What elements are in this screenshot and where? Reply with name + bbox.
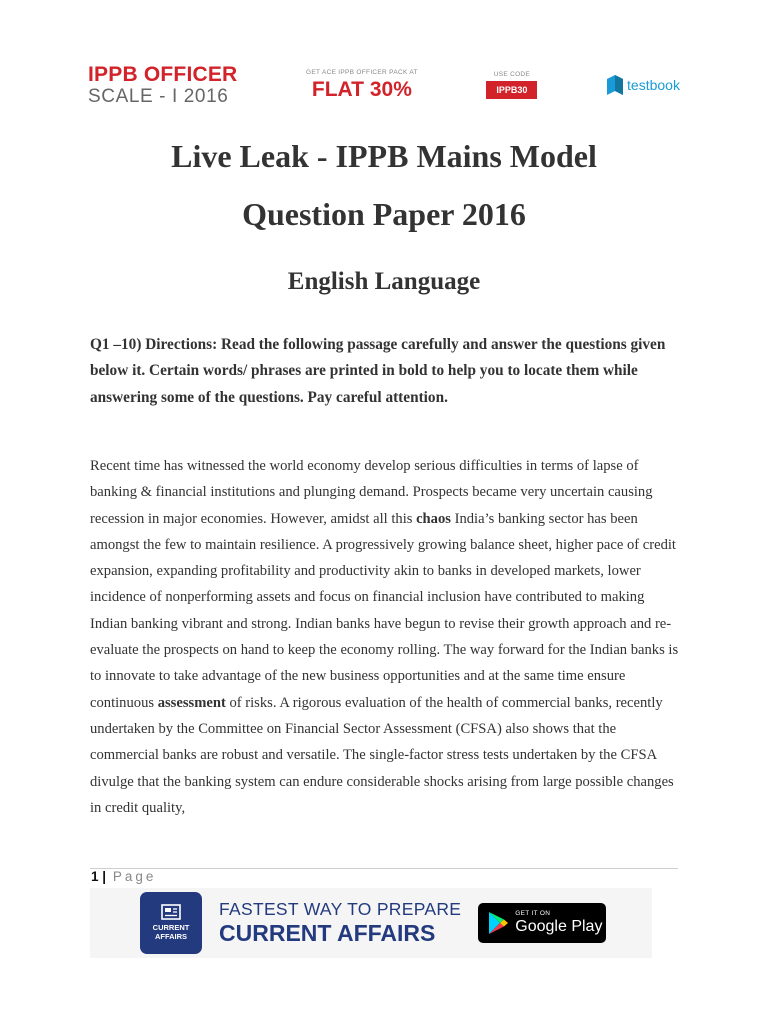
passage-part-1: Recent time has witnessed the world economy develop serious difficulties in terms of lapse of banking & financial institutions and plunging demand. Prospects became very uncertain causing recession in major economies. However, amidst all this — [90, 458, 653, 527]
google-play-button[interactable] — [478, 903, 606, 943]
passage-part-2: India’s banking sector has been amongst the few to maintain resilience. A progressively growing balance sheet, higher pace of credit expansion, expanding profitability and productivity akin to banks in developed markets, lower incidence of nonperforming assets and focus on financial inclusion have contributed to making Indian banking vibrant and strong. Indian banks have begun to revise their growth approach and re-evaluate the prospects on hand to keep the economy rolling. The way forward for the Indian banks is to innovate to take advantage of the new business opportunities and at the same time ensure continuous — [90, 510, 679, 711]
promo-code — [486, 71, 537, 99]
passage-paragraph — [90, 453, 685, 821]
store-caption: GET IT ON — [515, 909, 551, 917]
directions-text: Q1 –10) Directions: Read the following passage carefully and answer the questions given below it. Certain words/ phrases are printed in bold to help you to locate them while answering some of the questions. Pay careful attention. — [90, 336, 666, 406]
current-affairs-ad[interactable] — [90, 888, 652, 958]
promo-banner[interactable] — [88, 52, 680, 118]
promo-code-value: IPPB30 — [486, 81, 537, 99]
promo-offer-caption: GET ACE IPPB OFFICER PACK AT — [306, 68, 418, 76]
logo-line1: CURRENT — [152, 923, 190, 933]
page-footer — [91, 869, 156, 884]
page-label: Page — [112, 869, 157, 884]
brand-name: testbook — [627, 77, 680, 93]
page-title-line1: Live Leak - IPPB Mains Model — [171, 138, 597, 174]
promo-title-line2: SCALE - I 2016 — [88, 86, 229, 107]
testbook-icon — [606, 74, 624, 96]
passage-part-3: of risks. A rigorous evaluation of the health of commercial banks, recently undertaken by the Committee on Financial Sector Assessment (CFSA) also shows that the commercial banks are robust and versatile. The single-factor stress tests undertaken by the CFSA divulge that the banking system can endure considerable shocks arising from large possible changes in credit quality, — [90, 694, 674, 816]
promo-offer — [306, 69, 418, 102]
store-name: Google Play — [515, 918, 603, 936]
footer-divider — [90, 868, 678, 869]
promo-code-caption: USE CODE — [493, 71, 531, 78]
section-heading: English Language — [287, 268, 481, 295]
page-number: 1 — [91, 869, 99, 884]
ad-headline — [219, 901, 461, 945]
testbook-logo — [606, 74, 680, 96]
promo-title — [88, 64, 237, 106]
ad-headline-line2: CURRENT AFFAIRS — [219, 919, 436, 946]
promo-offer-discount: FLAT 30% — [311, 77, 412, 101]
promo-title-line1: IPPB OFFICER — [88, 63, 238, 86]
logo-line2: AFFAIRS — [154, 932, 188, 941]
google-play-icon — [487, 911, 509, 935]
page-separator: | — [102, 869, 107, 884]
current-affairs-logo — [140, 892, 202, 954]
bold-word-assessment: assessment — [157, 694, 226, 711]
ad-headline-line1: FASTEST WAY TO PREPARE — [219, 899, 462, 920]
page-title-line2: Question Paper 2016 — [242, 196, 526, 232]
newspaper-icon — [161, 904, 181, 920]
bold-word-chaos: chaos — [416, 510, 451, 527]
